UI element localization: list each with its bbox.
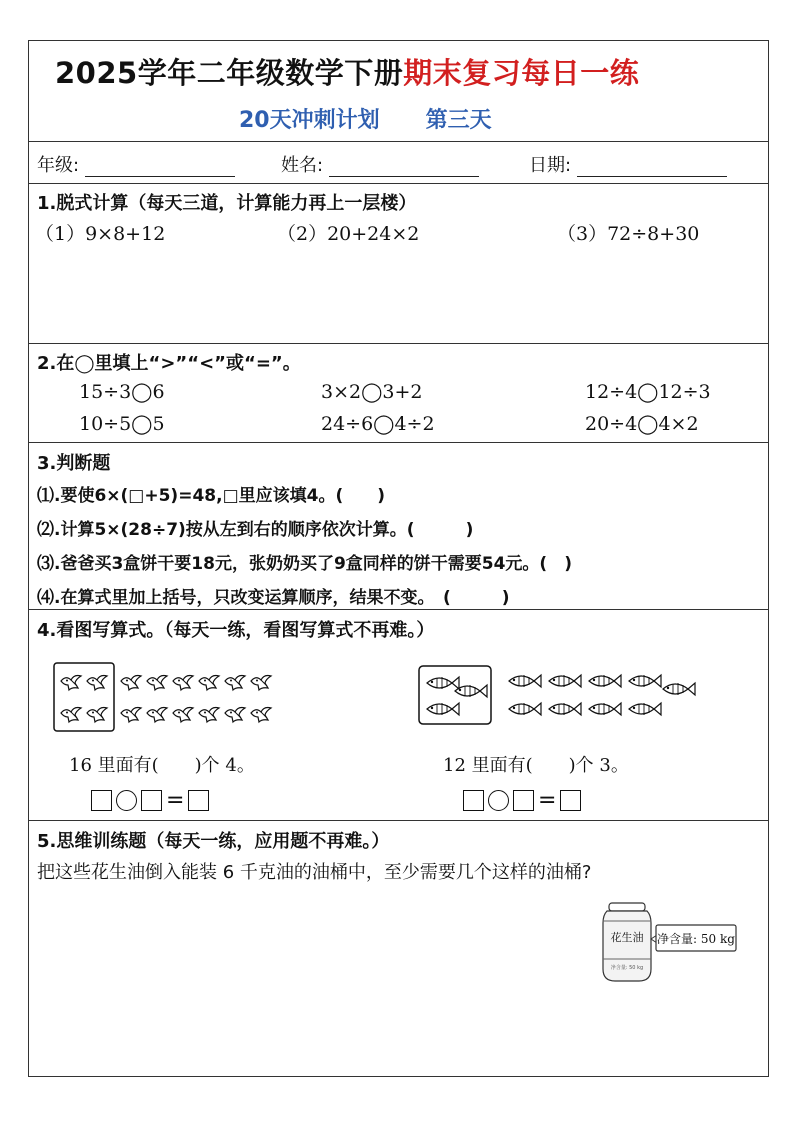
fish-icon: [629, 703, 661, 715]
section4-title: 4.看图写算式。（每天一练，看图写算式不再难。）: [37, 620, 435, 641]
fish-icon: [549, 703, 581, 715]
page-subtitle: [239, 103, 538, 134]
fish-icon: [549, 675, 581, 687]
judge-item-2: ⑵.计算5×(28÷7)按从左到右的顺序依次计算。( ): [37, 520, 474, 540]
compare-item-1: 15÷3◯6: [79, 381, 165, 403]
compare-item-6: 20÷4◯4×2: [585, 413, 699, 435]
date-label: 日期:: [529, 155, 572, 176]
section1-title: 1.脱式计算（每天三道，计算能力再上一层楼）: [37, 193, 417, 214]
answer-box[interactable]: [188, 790, 209, 811]
bird-icon: [251, 676, 271, 691]
bird-icon: [121, 708, 141, 723]
bird-icon: [61, 676, 81, 691]
bird-icon: [199, 676, 219, 691]
section5-title: 5.思维训练题（每天一练，应用题不再难。）: [37, 831, 390, 852]
fish-icon: [427, 677, 459, 689]
bird-icon: [87, 676, 107, 691]
fish-picture: [418, 665, 703, 729]
operator-circle[interactable]: [116, 790, 137, 811]
bird-icon: [225, 676, 245, 691]
bird-icon: [61, 708, 81, 723]
birds-caption: 16 里面有( )个 4。: [69, 755, 255, 776]
plan-label: 20天冲刺计划: [239, 108, 380, 133]
bird-icon: [199, 708, 219, 723]
answer-box[interactable]: [463, 790, 484, 811]
answer-box[interactable]: [141, 790, 162, 811]
divider: [29, 609, 768, 610]
fish-icon: [589, 703, 621, 715]
divider: [29, 820, 768, 821]
bird-icon: [147, 708, 167, 723]
bird-icon: [173, 676, 193, 691]
birds-equation[interactable]: [91, 788, 209, 813]
divider: [29, 442, 768, 443]
fish-caption: 12 里面有( )个 3。: [443, 755, 629, 776]
compare-item-2: 3×2◯3+2: [321, 381, 423, 403]
bird-icon: [251, 708, 271, 723]
bird-icon: [147, 676, 167, 691]
compare-item-3: 12÷4◯12÷3: [585, 381, 711, 403]
name-field[interactable]: [281, 151, 479, 177]
date-field[interactable]: [529, 151, 727, 177]
fish-icon: [509, 703, 541, 715]
fish-icon: [509, 675, 541, 687]
fish-icon: [427, 703, 459, 715]
jar-label: 花生油: [610, 931, 644, 944]
answer-box[interactable]: [513, 790, 534, 811]
answer-box[interactable]: [91, 790, 112, 811]
section3-title: 3.判断题: [37, 453, 111, 474]
fish-icon: [589, 675, 621, 687]
fish-equation[interactable]: [463, 788, 581, 813]
judge-item-3: ⑶.爸爸买3盒饼干要18元，张奶奶买了9盒同样的饼干需要54元。( ): [37, 554, 572, 574]
judge-item-1: ⑴.要使6×(□+5)=48,□里应该填4。( ): [37, 486, 385, 506]
bird-icon: [121, 676, 141, 691]
compare-item-5: 24÷6◯4÷2: [321, 413, 435, 435]
title-red: 期末复习每日一练: [403, 56, 640, 90]
oil-jar-icon: [603, 903, 651, 981]
grade-blank[interactable]: [85, 158, 235, 177]
bird-icon: [173, 708, 193, 723]
jar-small-text: 净含量: 50 kg: [610, 965, 644, 971]
operator-circle[interactable]: [488, 790, 509, 811]
bird-icon: [225, 708, 245, 723]
grade-field[interactable]: [37, 151, 235, 177]
calc-item-3: （3）72÷8+30: [557, 223, 700, 245]
equals-sign: =: [538, 788, 557, 813]
group-box: [54, 663, 114, 731]
fish-icon: [455, 685, 487, 697]
grade-label: 年级:: [37, 155, 80, 176]
calc-item-2: （2）20+24×2: [277, 223, 420, 245]
date-blank[interactable]: [577, 158, 727, 177]
judge-item-4: ⑷.在算式里加上括号，只改变运算顺序，结果不变。 ( ): [37, 588, 510, 608]
equals-sign: =: [166, 788, 185, 813]
name-blank[interactable]: [329, 158, 479, 177]
net-weight-text: 净含量: 50 kg: [657, 932, 735, 946]
divider: [29, 183, 768, 184]
word-problem-text: 把这些花生油倒入能装 6 千克油的油桶中，至少需要几个这样的油桶?: [37, 862, 592, 883]
bird-icon: [87, 708, 107, 723]
day-label: 第三天: [425, 108, 492, 133]
section2-title: 2.在◯里填上“>”“<”或“=”。: [37, 353, 301, 374]
worksheet: [28, 40, 769, 1077]
oil-jar-illustration: [599, 899, 739, 989]
name-label: 姓名:: [281, 155, 324, 176]
divider: [29, 343, 768, 344]
page-title: [55, 51, 639, 92]
compare-item-4: 10÷5◯5: [79, 413, 165, 435]
calc-item-1: （1）9×8+12: [35, 223, 166, 245]
birds-picture: [53, 661, 293, 733]
fish-icon: [663, 683, 695, 695]
title-black: 2025学年二年级数学下册: [55, 56, 404, 90]
fish-icon: [629, 675, 661, 687]
divider: [29, 141, 768, 142]
answer-box[interactable]: [560, 790, 581, 811]
group-box: [419, 666, 491, 724]
